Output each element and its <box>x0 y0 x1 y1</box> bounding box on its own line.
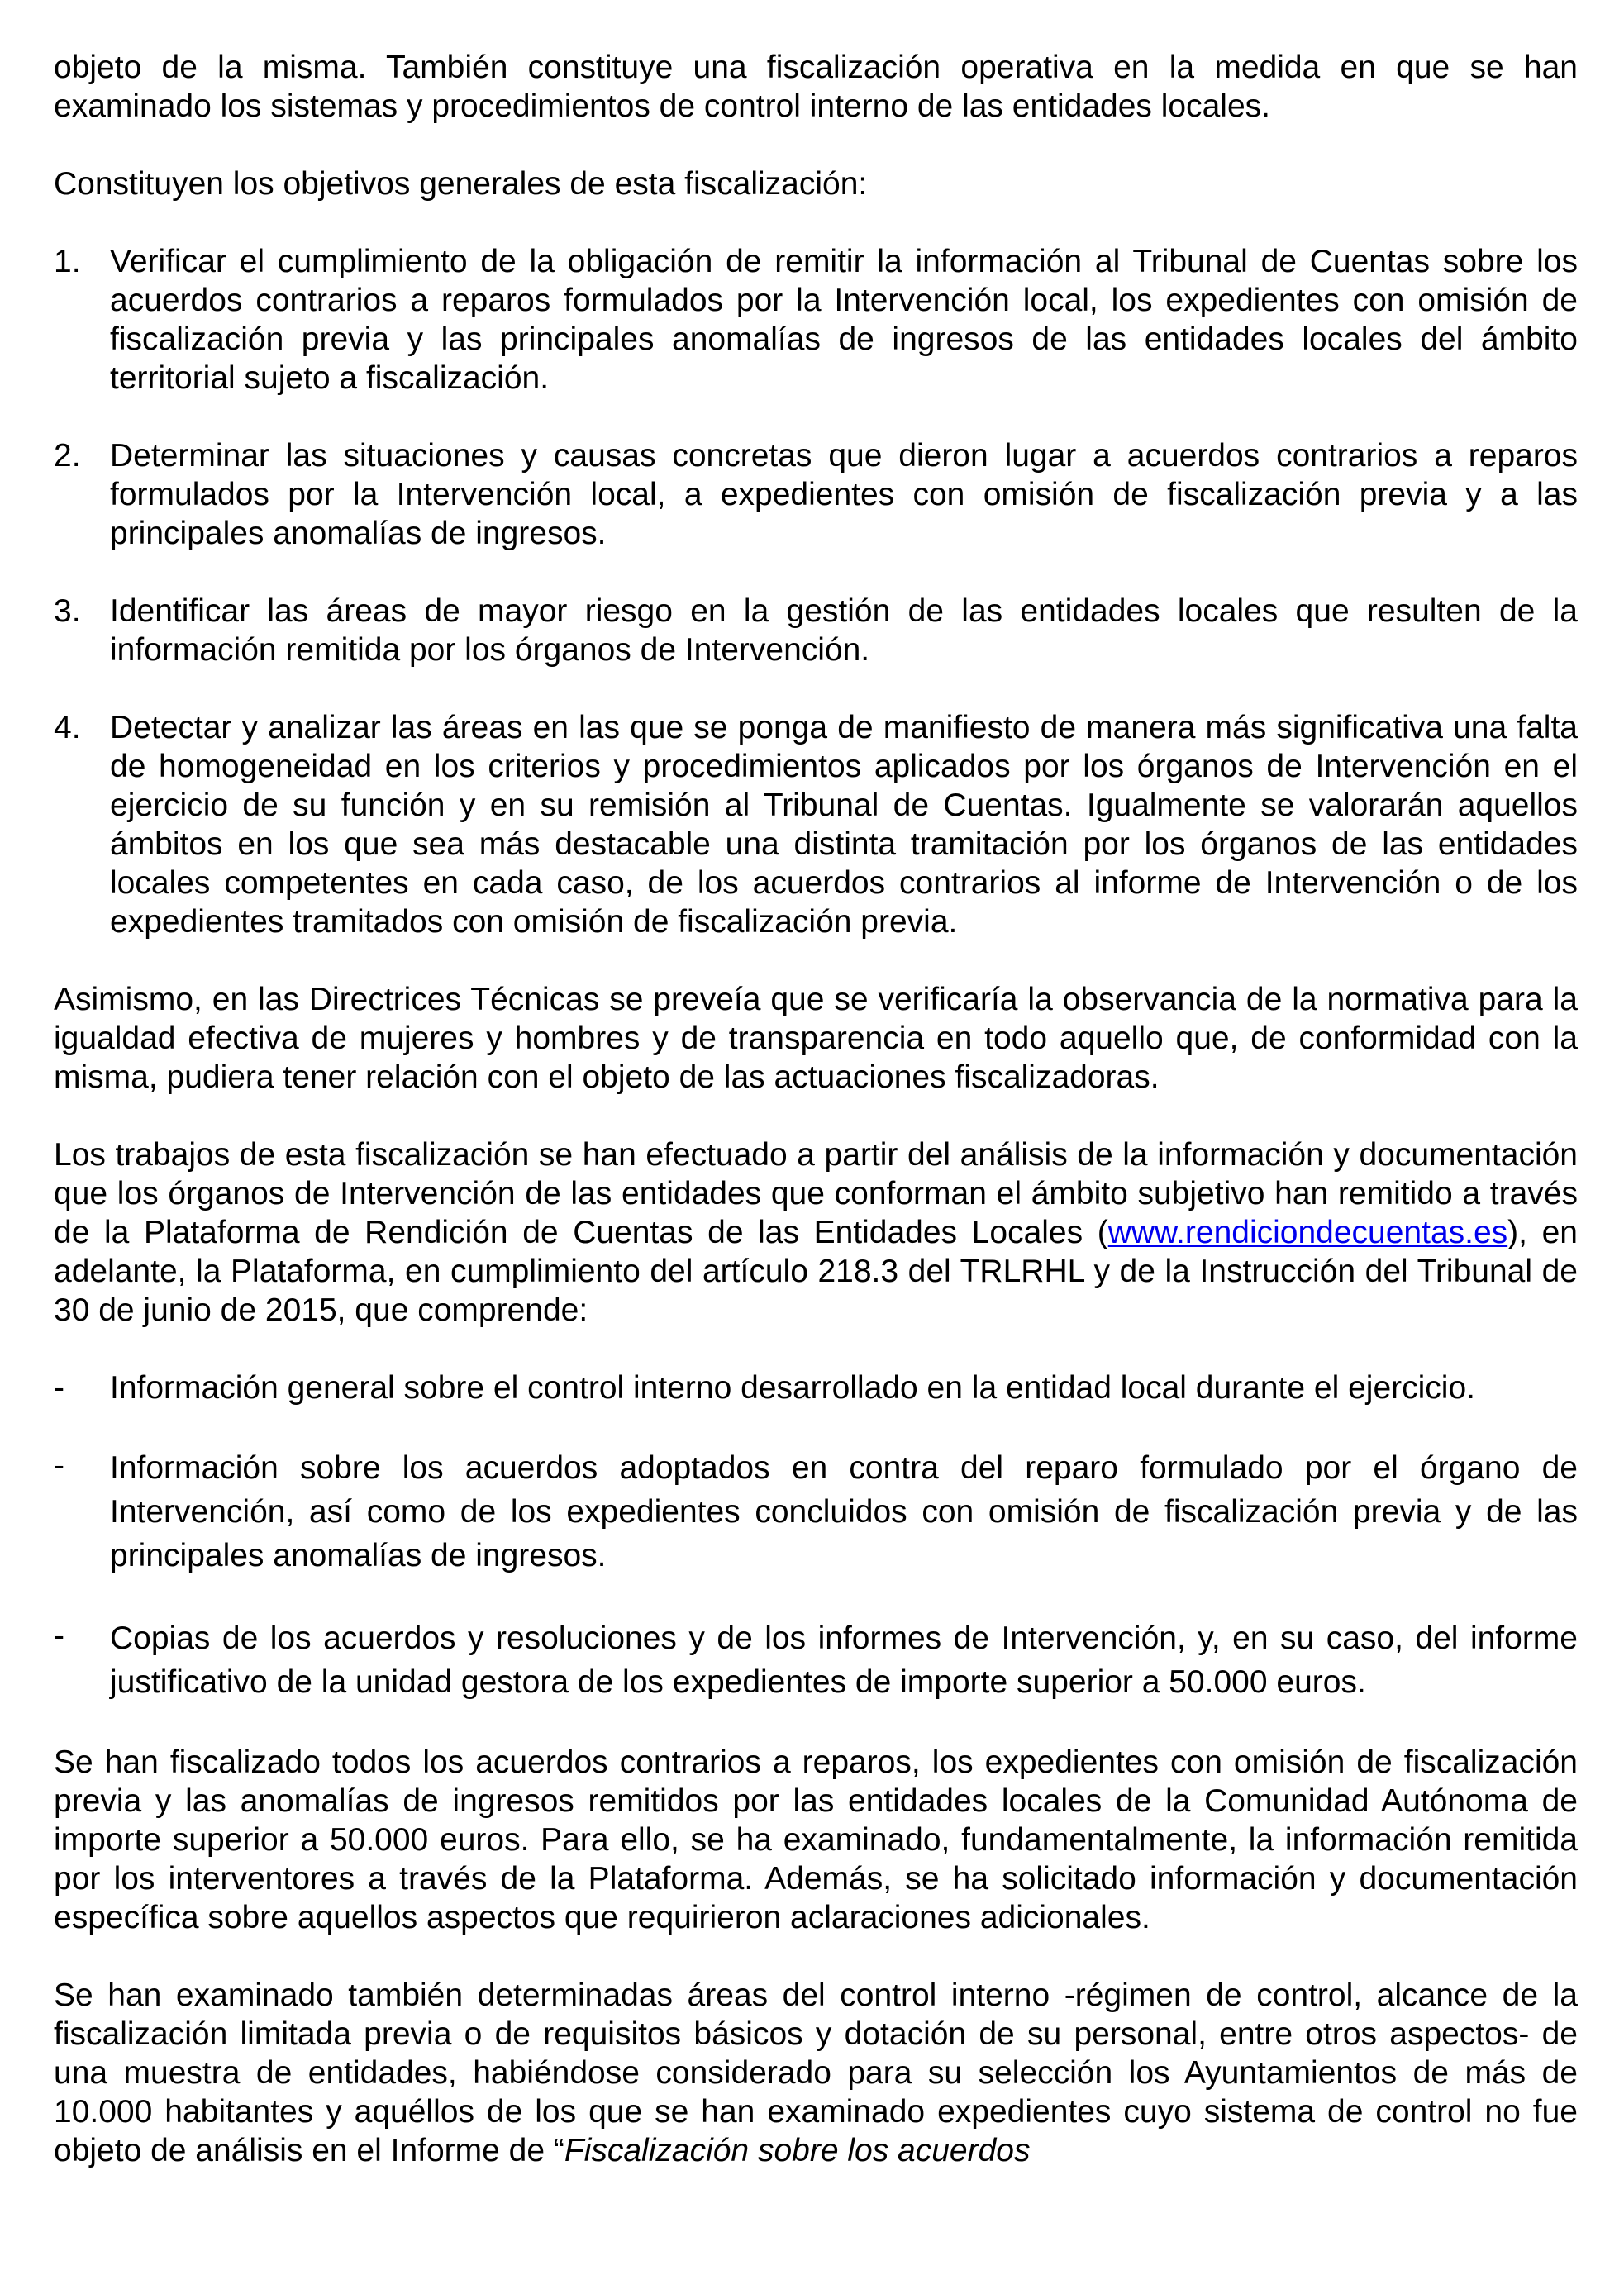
objective-item-3 <box>54 592 1578 669</box>
trabajos-text-start: Los trabajos de esta fiscalización se han efectuado a partir del análisis de la información y documentación que los órganos de Intervención de las entidades que conforman el ámbito subjetivo han remitido a través de la Plataforma de Rendición de Cuentas de las Entidades Locales ( <box>54 1137 1578 1250</box>
list-number: 3. <box>54 593 81 629</box>
examinado-text: Se han examinado también determinadas áreas del control interno -régimen de control, alcance de la fiscalización limitada previa o de requisitos básicos y dotación de su personal, entre otros aspectos- de una muestra de entidades, habiéndose considerado para su selección los Ayuntamientos de más de 10.000 habitantes y aquéllos de los que se han examinado expedientes cuyo sistema de control no fue objeto de análisis en el Informe de “ <box>54 1978 1578 2168</box>
bullet-item-1 <box>54 1368 1578 1407</box>
trabajos-text-end: ), en adelante, la Plataforma, en cumplimiento del artículo 218.3 del TRLRHL y de la Instrucción del Tribunal de 30 de junio de 2015, que comprende: <box>54 1215 1578 1328</box>
bullet-text: Información sobre los acuerdos adoptados en contra del reparo formulado por el órgano de Intervención, así como de los expedientes concluidos con omisión de fiscalización previa y de las principales anomalías de ingresos. <box>110 1450 1578 1573</box>
bullet-text: Información general sobre el control interno desarrollado en la entidad local durante el ejercicio. <box>110 1370 1475 1406</box>
objective-item-2 <box>54 436 1578 553</box>
bullet-dash: - <box>54 1618 64 1654</box>
objective-text: Detectar y analizar las áreas en las que se ponga de manifiesto de manera más significativa una falta de homogeneidad en los criterios y procedimientos aplicados por los órganos de Intervención en el ejercicio de su función y en su remisión al Tribunal de Cuentas. Igualmente se valorarán aquellos ámbitos en los que sea más destacable una distinta tramitación por los órganos de las entidades locales competentes en cada caso, de los acuerdos contrarios al informe de Intervención o de los expedientes tramitados con omisión de fiscalización previa. <box>110 710 1578 940</box>
examinado-paragraph <box>54 1976 1578 2170</box>
bullet-dash: - <box>54 1448 64 1483</box>
list-number: 1. <box>54 244 81 279</box>
asimismo-paragraph: Asimismo, en las Directrices Técnicas se preveía que se verificaría la observancia de la normativa para la igualdad efectiva de mujeres y hombres y de transparencia en todo aquello que, de conformidad con la misma, pudiera tener relación con el objeto de las actuaciones fiscalizadoras. <box>54 982 1578 1095</box>
objective-item-1 <box>54 242 1578 397</box>
objective-text: Verificar el cumplimiento de la obligación de remitir la información al Tribunal de Cuentas sobre los acuerdos contrarios a reparos formulados por la Intervención local, los expedientes con omisión de fiscalización previa y las principales anomalías de ingresos de las entidades locales del ámbito territorial sujeto a fiscalización. <box>110 244 1578 396</box>
objectives-heading: Constituyen los objetivos generales de esta fiscalización: <box>54 166 868 202</box>
rendicion-cuentas-link[interactable]: www.rendiciondecuentas.es <box>1107 1215 1508 1250</box>
report-title-italic: Fiscalización sobre los acuerdos <box>564 2133 1031 2168</box>
list-number: 2. <box>54 438 81 474</box>
bullet-text: Copias de los acuerdos y resoluciones y de los informes de Intervención, y, en su caso, del informe justificativo de la unidad gestora de los expedientes de importe superior a 50.000 euros. <box>110 1621 1578 1700</box>
trabajos-paragraph <box>54 1135 1578 1330</box>
fiscalizado-paragraph: Se han fiscalizado todos los acuerdos contrarios a reparos, los expedientes con omisión de fiscalización previa y las anomalías de ingresos remitidos por las entidades locales de la Comunidad Autónoma de importe superior a 50.000 euros. Para ello, se ha examinado, fundamentalmente, la información remitida por los interventores a través de la Plataforma. Además, se ha solicitado información y documentación específica sobre aquellos aspectos que requirieron aclaraciones adicionales. <box>54 1744 1578 1935</box>
intro-paragraph: objeto de la misma. También constituye una fiscalización operativa en la medida en que se han examinado los sistemas y procedimientos de control interno de las entidades locales. <box>54 50 1578 124</box>
bullet-dash: - <box>54 1370 64 1406</box>
list-number: 4. <box>54 710 81 745</box>
objective-text: Determinar las situaciones y causas concretas que dieron lugar a acuerdos contrarios a reparos formulados por la Intervención local, a expedientes con omisión de fiscalización previa y a las principales anomalías de ingresos. <box>110 438 1578 551</box>
bullet-item-2 <box>54 1446 1578 1578</box>
bullet-item-3 <box>54 1616 1578 1704</box>
objective-text: Identificar las áreas de mayor riesgo en la gestión de las entidades locales que resulten de la información remitida por los órganos de Intervención. <box>110 593 1578 668</box>
objective-item-4 <box>54 708 1578 941</box>
